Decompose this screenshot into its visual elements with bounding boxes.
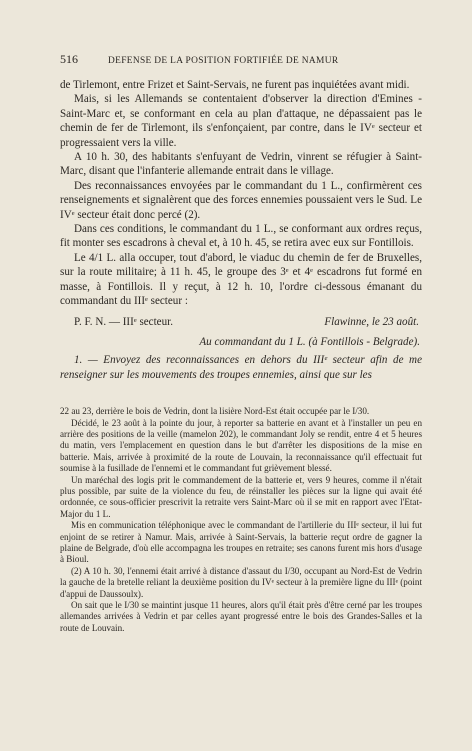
order-header: [60, 315, 422, 329]
running-title: DEFENSE DE LA POSITION FORTIFIÉE DE NAMUR: [108, 56, 339, 66]
footnote-paragraph: Mis en communication téléphonique avec le commandant de l'artillerie du IIIᵉ secteur, il lui fut enjoint de se retirer à Namur. Mais, arrivée à Saint-Servais, la batterie reçut ordre de gagner la plaine de Belgrade, d'où elle accompagna les troupes en retraite; ses canons furent mis hors d'usage à Bioul.: [60, 520, 422, 565]
footnote-paragraph: On sait que le I/30 se maintint jusque 11 heures, alors qu'il était près d'être cerné par les troupes allemandes arrivées à Vedrin et par celles ayant progressé entre le bois des Grandes-Salles et la route de Louvain.: [60, 600, 422, 633]
footnote-paragraph: Un maréchal des logis prit le commandement de la batterie et, vers 9 heures, comme il n'était plus possible, par suite de la violence du feu, de réinstaller les pièces sur la ligne qui avait été ordonnée, ce sous-officier prescrivit la retraite vers Saint-Marc où il se mit en rapport avec l'Etat-Major du 1 L.: [60, 474, 422, 519]
body-paragraph: de Tirlemont, entre Frizet et Saint-Servais, ne furent pas inquiétées avant midi.: [60, 79, 410, 91]
footnote-paragraph: Décidé, le 23 août à la pointe du jour, à reporter sa batterie en avant et à l'installer un peu en arrière des positions de la veille (mamelon 202), le commandant Joly se rendit, entre 4 et 5 heures du matin, vers l'emplacement en question dans le but d'arrêter les dispositions de la mise en batterie. Mais, arrivée à proximité de la route de Louvain, la reconnaissance qu'il effectuait fut soumise à la fusillade de l'ennemi et le commandant fut grièvement blessé.: [60, 417, 422, 474]
order-addressee: Au commandant du 1 L. (à Fontillois - Belgrade).: [199, 335, 420, 348]
running-header: [60, 52, 422, 67]
body-paragraph: Le 4/1 L. alla occuper, tout d'abord, le viaduc du chemin de fer de Bruxelles, sur la route militaire; à 11 h. 45, le groupe des 3ᵉ et 4ᵉ escadrons fut formé en masse, à Fontillois. Il y reçut, à 12 h. 10, l'ordre ci-dessous émanant du commandant du IIIᵉ secteur :: [60, 251, 422, 308]
body-paragraph: Mais, si les Allemands se contentaient d'observer la direction d'Emines - Saint-Marc et, se conformant en cela au plan d'attaque, ne dépassaient pas le chemin de fer de Tirlemont, ils s'enfonçaient, par contre, dans le IVᵉ secteur et progressaient vers la ville.: [60, 93, 422, 149]
body-paragraph: Dans ces conditions, le commandant du 1 L., se conformant aux ordres reçus, fit monter ses escadrons à cheval et, à 10 h. 45, se retira avec eux sur Fontillois.: [60, 223, 422, 250]
order-reference: P. F. N. — IIIᵉ secteur.: [74, 315, 174, 328]
footnote-paragraph: (2) A 10 h. 30, l'ennemi était arrivé à distance d'assaut du I/30, occupant au Nord-Est de Vedrin la gauche de la bretelle reliant la deuxième position du IVᵉ secteur à la première ligne du IIIᵉ (point d'appui de Daussoulx).: [60, 565, 422, 599]
footnote-paragraph: 22 au 23, derrière le bois de Vedrin, dont la lisière Nord-Est était occupée par le I/30.: [60, 406, 370, 417]
order-text: [60, 353, 422, 382]
order-place-date: Flawinne, le 23 août.: [324, 315, 419, 328]
footnotes: [60, 406, 422, 634]
body-text: [60, 78, 422, 309]
body-paragraph: Des reconnaissances envoyées par le commandant du 1 L., confirmèrent ces renseignements et signalèrent que des forces ennemies poussaient vers le Sud. Le IVᵉ secteur était donc percé (2).: [60, 179, 422, 221]
body-paragraph: A 10 h. 30, des habitants s'enfuyant de Vedrin, vinrent se réfugier à Saint-Marc, disant que l'infanterie allemande entrait dans le village.: [60, 151, 422, 178]
order-item-text: 1. — Envoyez des reconnaissances en dehors du IIIᵉ secteur afin de me renseigner sur les mouvements des troupes ennemies, ainsi que sur les: [60, 354, 422, 381]
page-number: 516: [60, 52, 78, 66]
